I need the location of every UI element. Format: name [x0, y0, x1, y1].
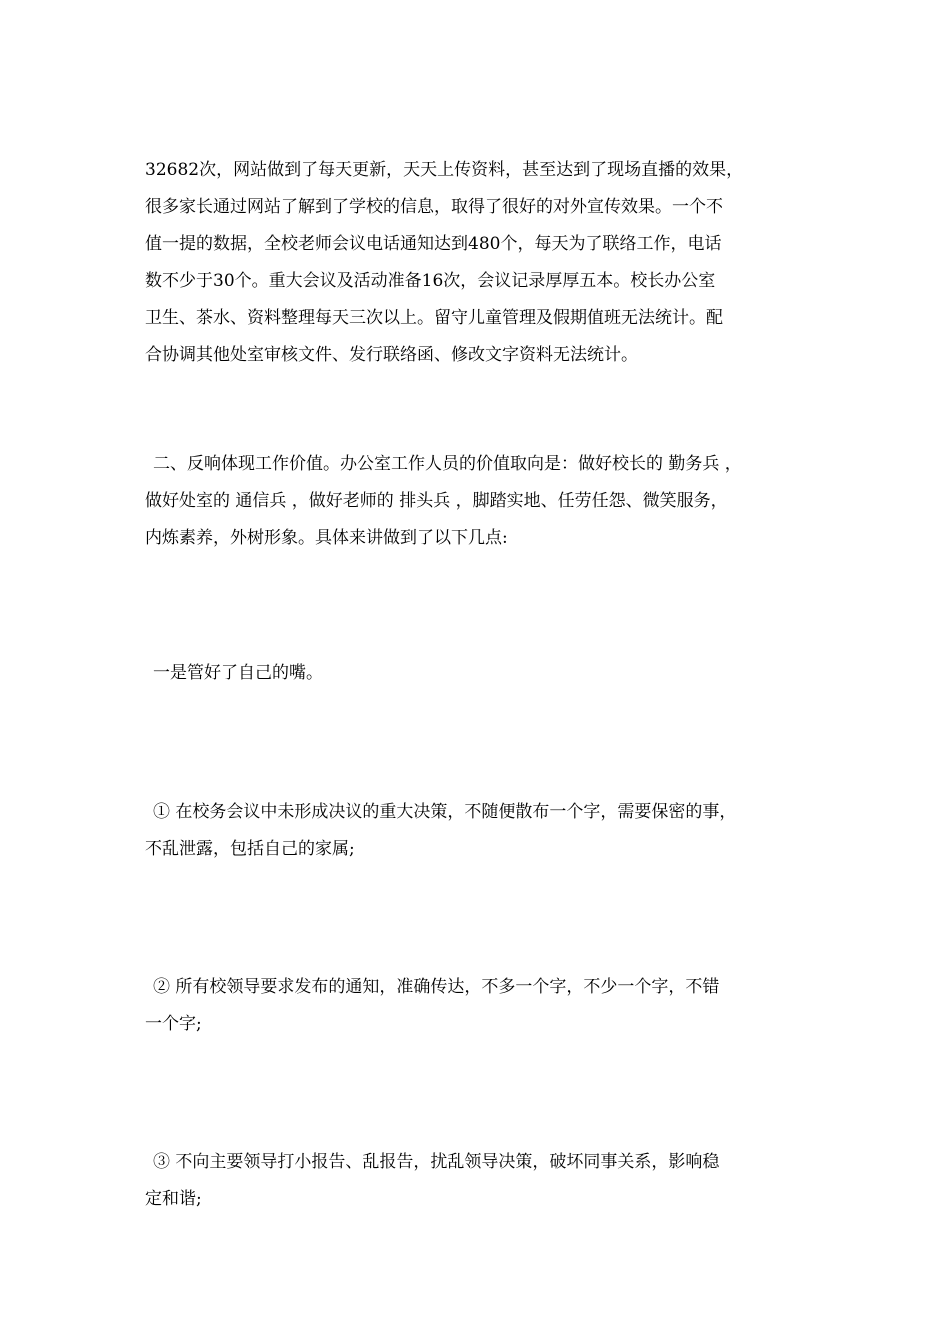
list-item-3 [145, 1144, 810, 1218]
text-line: 卫生、茶水、资料整理每天三次以上。留守儿童管理及假期值班无法统计。配 [145, 308, 723, 328]
text-line: 一个字; [145, 1014, 202, 1034]
paragraph-point-one [145, 655, 810, 692]
text-line: 不乱泄露，包括自己的家属; [145, 839, 355, 859]
section-heading-line: 二、反响体现工作价值。办公室工作人员的价值取向是：做好校长的 勤务兵 ， [153, 454, 742, 474]
list-item-line: ① 在校务会议中未形成决议的重大决策，不随便散布一个字，需要保密的事， [153, 802, 737, 822]
paragraph-section-two [145, 446, 810, 557]
list-item-2 [145, 969, 810, 1043]
list-item-line: ② 所有校领导要求发布的通知，准确传达，不多一个字，不少一个字，不错 [153, 977, 720, 997]
subheading-line: 一是管好了自己的嘴。 [153, 663, 323, 683]
text-line: 很多家长通过网站了解到了学校的信息，取得了很好的对外宣传效果。一个不 [145, 197, 723, 217]
list-item-1 [145, 794, 810, 868]
paragraph-work-statistics [145, 152, 810, 374]
text-line: 32682次，网站做到了每天更新，天天上传资料，甚至达到了现场直播的效果， [145, 160, 744, 180]
text-line: 数不少于30个。重大会议及活动准备16次，会议记录厚厚五本。校长办公室 [145, 271, 716, 291]
text-line: 定和谐; [145, 1189, 202, 1209]
text-line: 内炼素养，外树形象。具体来讲做到了以下几点: [145, 528, 508, 548]
text-line: 合协调其他处室审核文件、发行联络函、修改文字资料无法统计。 [145, 345, 638, 365]
text-line: 做好处室的 通信兵 ，做好老师的 排头兵 ，脚踏实地、任劳任怨、微笑服务， [145, 491, 728, 511]
list-item-line: ③ 不向主要领导打小报告、乱报告，扰乱领导决策，破坏同事关系，影响稳 [153, 1152, 720, 1172]
text-line: 值一提的数据，全校老师会议电话通知达到480个，每天为了联络工作，电话 [145, 234, 722, 254]
